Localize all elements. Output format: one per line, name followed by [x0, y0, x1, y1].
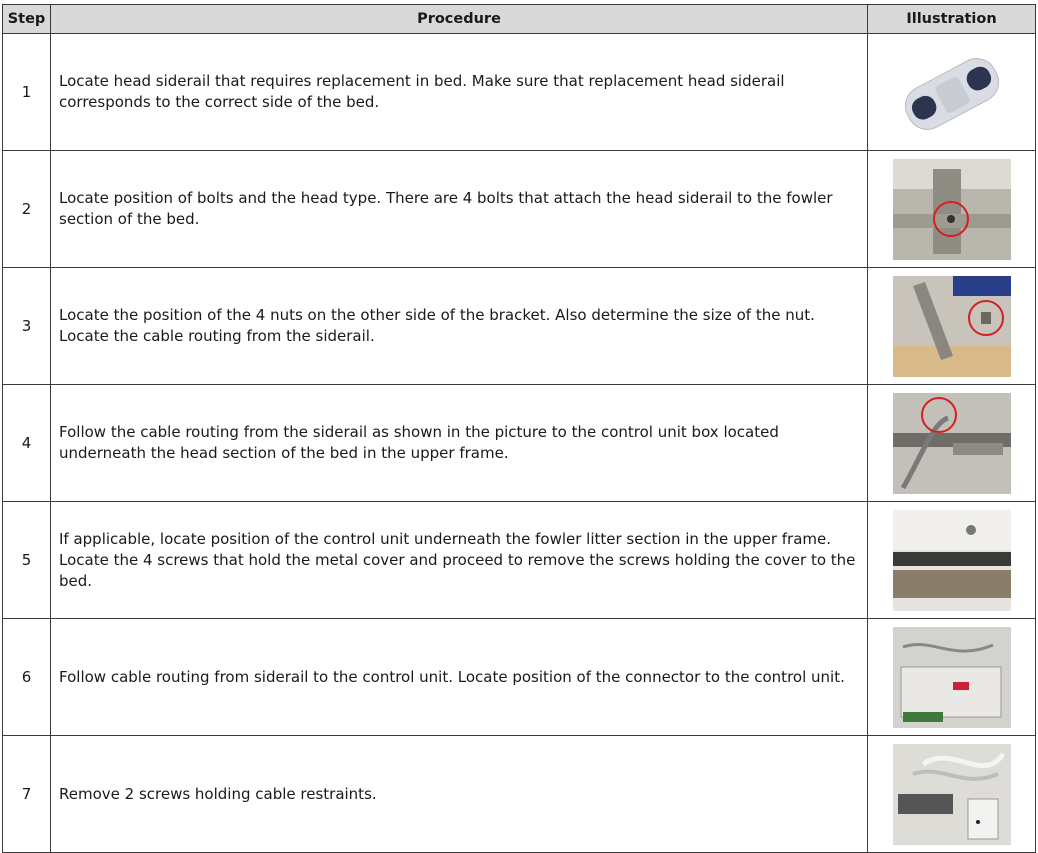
illustration-cell: [868, 619, 1036, 736]
procedure-text: Follow cable routing from siderail to the control unit. Locate position of the connector to the control unit.: [51, 619, 868, 736]
procedure-table: [2, 4, 1036, 853]
illustration-cell: [868, 268, 1036, 385]
step-number: 6: [3, 619, 51, 736]
table-row: [3, 736, 1036, 853]
nut-location-photo: [893, 276, 1011, 377]
procedure-text: If applicable, locate position of the control unit underneath the fowler litter section in the upper frame. Locate the 4 screws that hold the metal cover and proceed to remove the screws holding the cover to the bed.: [51, 502, 868, 619]
step-number: 2: [3, 151, 51, 268]
procedure-text: Remove 2 screws holding cable restraints.: [51, 736, 868, 853]
table-row: [3, 619, 1036, 736]
control-unit-cover-photo: [893, 510, 1011, 611]
illustration-cell: [868, 151, 1036, 268]
table-row: [3, 385, 1036, 502]
bolt-location-photo: [893, 159, 1011, 260]
step-number: 1: [3, 34, 51, 151]
header-procedure: Procedure: [51, 5, 868, 34]
illustration-cell: [868, 385, 1036, 502]
illustration-cell: [868, 502, 1036, 619]
step-number: 4: [3, 385, 51, 502]
illustration-cell: [868, 34, 1036, 151]
table-row: [3, 502, 1036, 619]
procedure-text: Locate the position of the 4 nuts on the other side of the bracket. Also determine the size of the nut. Locate the cable routing from the siderail.: [51, 268, 868, 385]
table-row: [3, 151, 1036, 268]
table-row: [3, 268, 1036, 385]
step-number: 5: [3, 502, 51, 619]
cable-restraints-photo: [893, 744, 1011, 845]
procedure-text: Follow the cable routing from the siderail as shown in the picture to the control unit box located underneath the head section of the bed in the upper frame.: [51, 385, 868, 502]
header-illustration: Illustration: [868, 5, 1036, 34]
table-row: [3, 34, 1036, 151]
header-row: [3, 5, 1036, 34]
cable-routing-photo: [893, 393, 1011, 494]
header-step: Step: [3, 5, 51, 34]
illustration-cell: [868, 736, 1036, 853]
step-number: 7: [3, 736, 51, 853]
step-number: 3: [3, 268, 51, 385]
procedure-text: Locate head siderail that requires replacement in bed. Make sure that replacement head siderail corresponds to the correct side of the bed.: [51, 34, 868, 151]
control-unit-connector-photo: [893, 627, 1011, 728]
head-siderail-photo: [893, 42, 1011, 143]
procedure-text: Locate position of bolts and the head type. There are 4 bolts that attach the head siderail to the fowler section of the bed.: [51, 151, 868, 268]
